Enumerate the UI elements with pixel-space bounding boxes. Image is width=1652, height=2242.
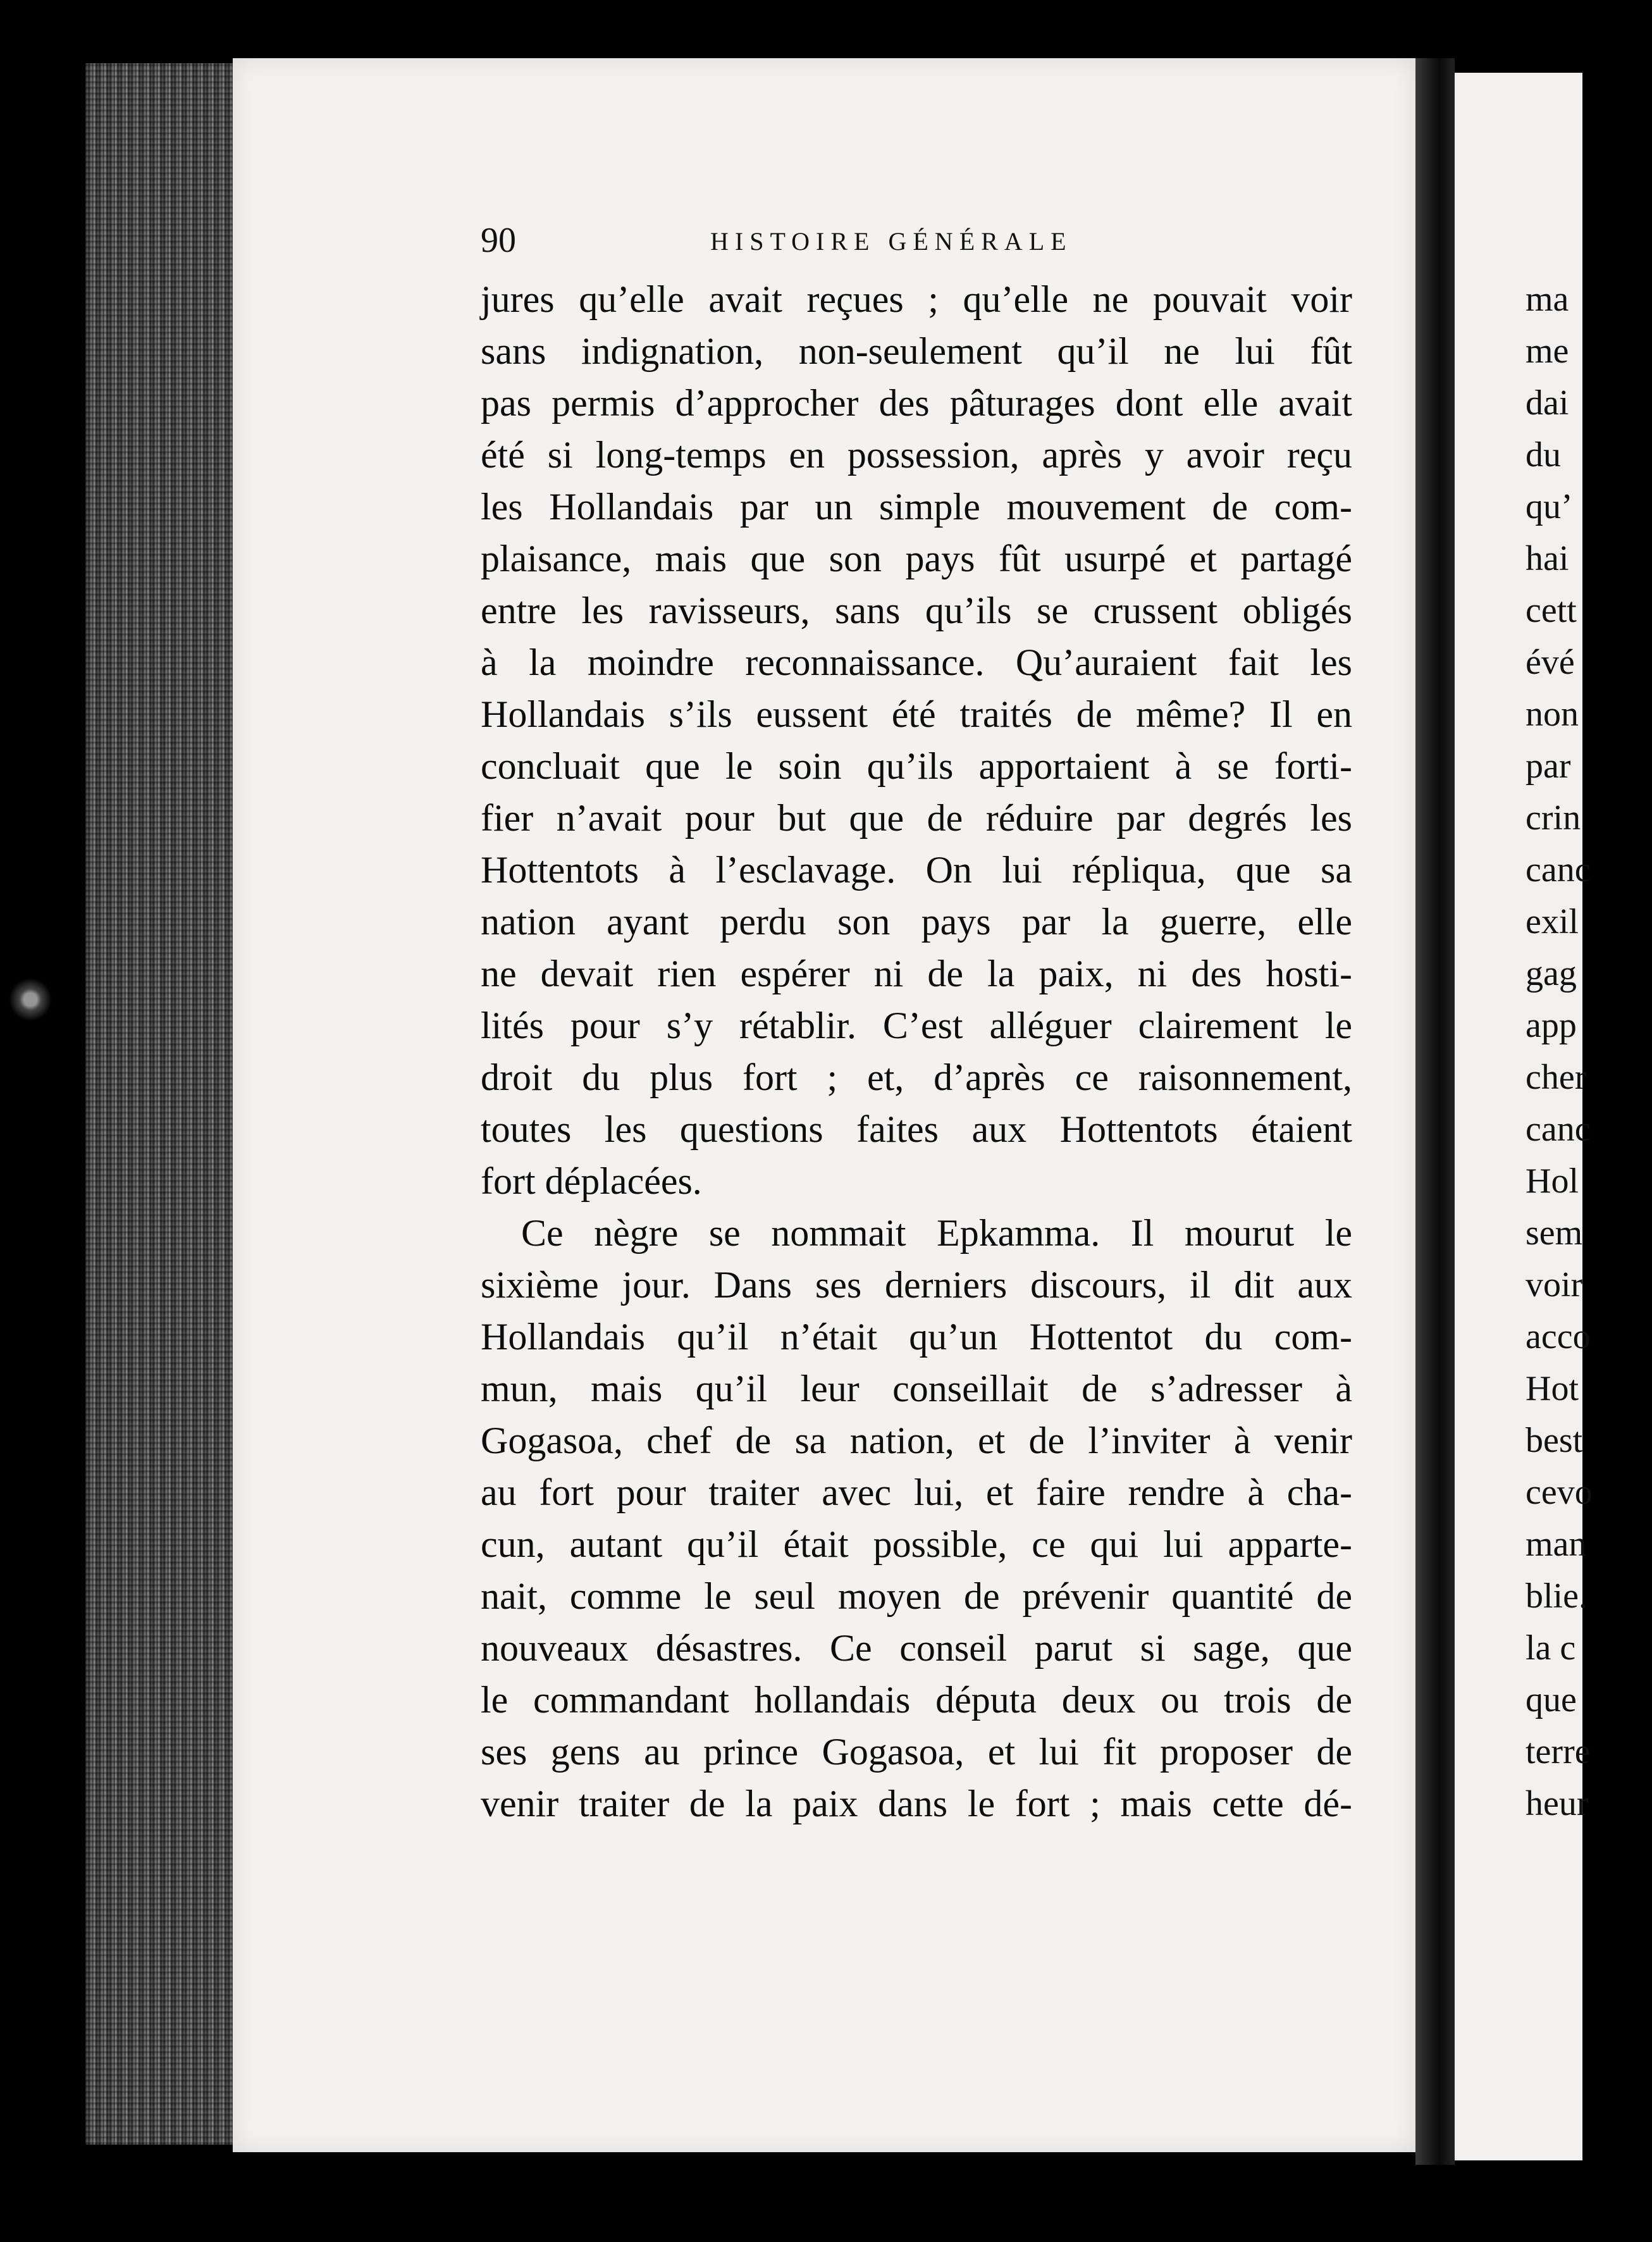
- facing-line: qu’: [1526, 487, 1573, 526]
- text-line: pas permis d’approcher des pâturages dont elle avait: [481, 382, 1352, 424]
- facing-line: hai: [1526, 539, 1569, 578]
- facing-line: ma: [1526, 280, 1569, 319]
- text-line: sixième jour. Dans ses derniers discours, il dit aux: [481, 1264, 1352, 1306]
- text-line: entre les ravisseurs, sans qu’ils se crussent obligés: [481, 590, 1352, 631]
- book-gutter: [1415, 58, 1455, 2165]
- text-line: Hottentots à l’esclavage. On lui répliqua, que sa: [481, 849, 1352, 891]
- facing-line: voir: [1526, 1265, 1583, 1304]
- facing-line: Hol: [1526, 1161, 1579, 1201]
- text-line: concluait que le soin qu’ils apportaient à se forti-: [481, 745, 1352, 787]
- facing-line: exil: [1526, 902, 1579, 941]
- text-line: nouveaux désastres. Ce conseil parut si sage, que: [481, 1627, 1352, 1669]
- text-line: fort déplacées.: [481, 1160, 702, 1202]
- facing-line: sem: [1526, 1213, 1583, 1253]
- facing-line: terre: [1526, 1732, 1591, 1771]
- text-line: au fort pour traiter avec lui, et faire rendre à cha-: [481, 1471, 1352, 1513]
- running-title: HISTOIRE GÉNÉRALE: [710, 227, 1073, 256]
- facing-line: cett: [1526, 591, 1577, 630]
- text-line: venir traiter de la paix dans le fort ; mais cette dé-: [481, 1783, 1352, 1824]
- text-line: Gogasoa, chef de sa nation, et de l’inviter à venir: [481, 1420, 1352, 1461]
- left-page-edges: [85, 63, 234, 2145]
- text-line: ses gens au prince Gogasoa, et lui fit proposer de: [481, 1731, 1352, 1773]
- facing-line: du: [1526, 435, 1561, 474]
- facing-line: que: [1526, 1680, 1577, 1719]
- facing-line: app: [1526, 1006, 1577, 1045]
- facing-line: Hot: [1526, 1369, 1579, 1408]
- facing-line: la c: [1526, 1628, 1576, 1668]
- text-line: ne devait rien espérer ni de la paix, ni des hosti-: [481, 953, 1352, 994]
- facing-line: cher: [1526, 1058, 1587, 1097]
- facing-line: blie.: [1526, 1576, 1587, 1616]
- facing-page-text: [1526, 273, 1652, 1830]
- text-line: mun, mais qu’il leur conseillait de s’adresser à: [481, 1368, 1352, 1409]
- text-line: été si long-temps en possession, après y avoir reçu: [481, 434, 1352, 476]
- facing-line: heur: [1526, 1784, 1589, 1823]
- text-line: Hollandais qu’il n’était qu’un Hottentot du com-: [481, 1316, 1352, 1358]
- text-line: sans indignation, non-seulement qu’il ne lui fût: [481, 330, 1352, 372]
- facing-line: crin: [1526, 798, 1581, 838]
- text-line: nait, comme le seul moyen de prévenir quantité de: [481, 1575, 1352, 1617]
- text-line: le commandant hollandais députa deux ou trois de: [481, 1679, 1352, 1721]
- page-header: [481, 220, 1202, 264]
- text-line: toutes les questions faites aux Hottentots étaient: [481, 1108, 1352, 1150]
- scan-speck: [5, 974, 56, 1025]
- facing-line: best: [1526, 1421, 1583, 1460]
- facing-line: dai: [1526, 383, 1569, 423]
- text-line: cun, autant qu’il était possible, ce qui lui apparte-: [481, 1523, 1352, 1565]
- text-line: jures qu’elle avait reçues ; qu’elle ne pouvait voir: [481, 278, 1352, 320]
- facing-line: non: [1526, 695, 1579, 734]
- facing-line: me: [1526, 331, 1569, 371]
- text-line: les Hollandais par un simple mouvement de com-: [481, 486, 1352, 528]
- text-line: droit du plus fort ; et, d’après ce raisonnement,: [481, 1056, 1352, 1098]
- text-line: lités pour s’y rétablir. C’est alléguer clairement le: [481, 1005, 1352, 1046]
- paragraph-start-line: Ce nègre se nommait Epkamma. Il mourut le: [521, 1212, 1352, 1254]
- page-number: 90: [481, 221, 516, 260]
- facing-line: canc: [1526, 850, 1591, 889]
- facing-line: man: [1526, 1525, 1587, 1564]
- facing-line: gag: [1526, 954, 1577, 993]
- text-line: nation ayant perdu son pays par la guerre, elle: [481, 901, 1352, 943]
- text-line: plaisance, mais que son pays fût usurpé et partagé: [481, 538, 1352, 579]
- facing-line: acco: [1526, 1317, 1591, 1356]
- text-line: fier n’avait pour but que de réduire par degrés les: [481, 797, 1352, 839]
- text-line: à la moindre reconnaissance. Qu’auraient fait les: [481, 641, 1352, 683]
- page-body-text: [481, 273, 1352, 1830]
- facing-line: cevo: [1526, 1473, 1593, 1512]
- text-line: Hollandais s’ils eussent été traités de même? Il en: [481, 693, 1352, 735]
- facing-line: canc: [1526, 1110, 1591, 1149]
- facing-line: par: [1526, 746, 1571, 786]
- facing-line: évé: [1526, 643, 1575, 682]
